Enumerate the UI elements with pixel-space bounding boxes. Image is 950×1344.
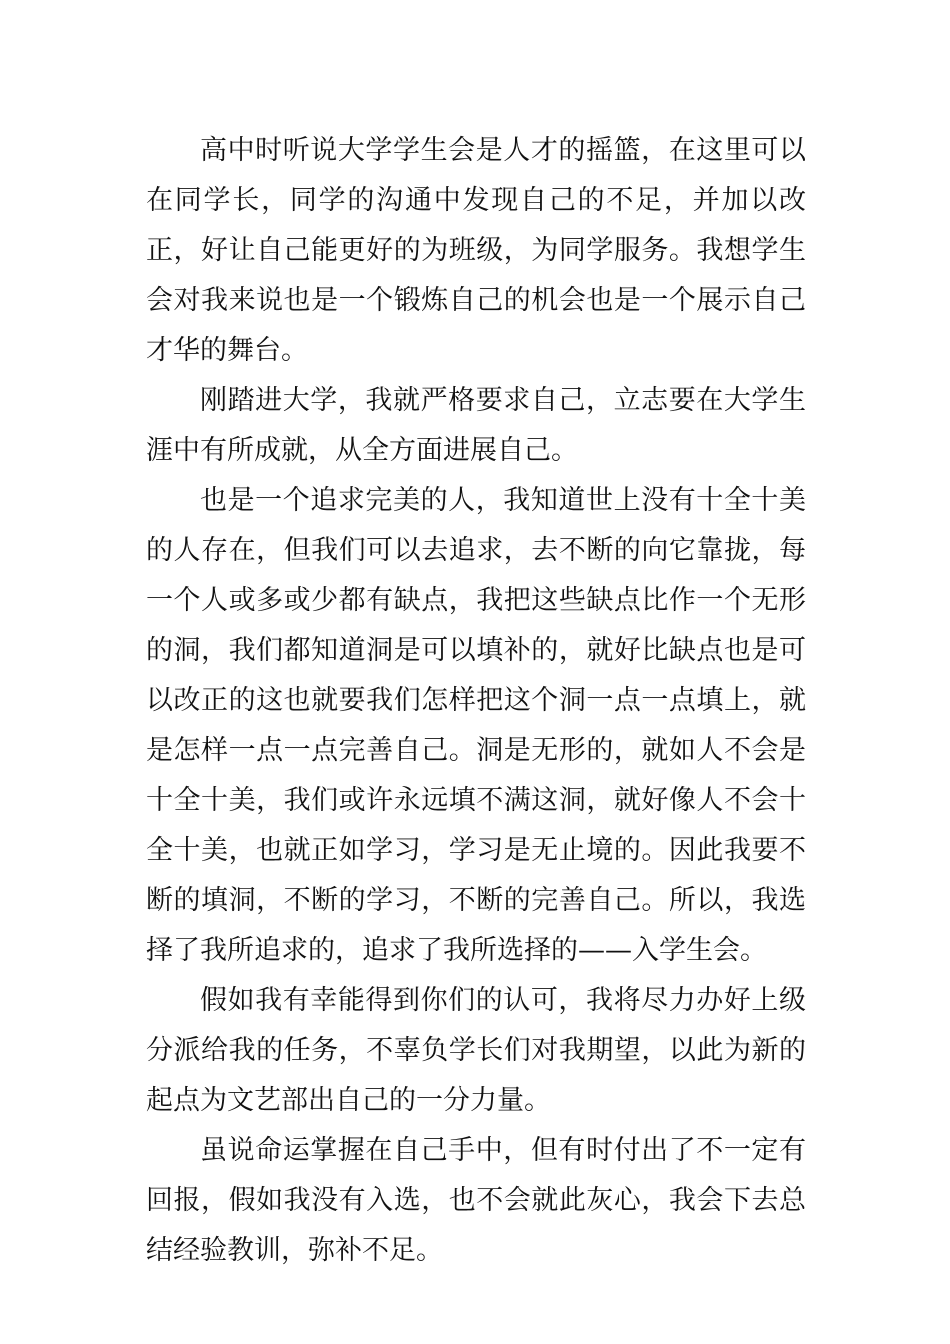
paragraph-3: 也是一个追求完美的人，我知道世上没有十全十美的人存在，但我们可以去追求，去不断的向它靠拢，每一个人或多或少都有缺点，我把这些缺点比作一个无形的洞，我们都知道洞是可以填补的，就好比缺点也是可以改正的这也就要我们怎样把这个洞一点一点填上，就是怎样一点一点完善自己。洞是无形的，就如人不会是十全十美，我们或许永远填不满这洞，就好像人不会十全十美，也就正如学习，学习是无止境的。因此我要不断的填洞，不断的学习，不断的完善自己。所以，我选择了我所追求的，追求了我所选择的——入学生会。 [146, 485, 806, 966]
paragraph-1: 高中时听说大学学生会是人才的摇篮，在这里可以在同学长，同学的沟通中发现自己的不足，并加以改正，好让自己能更好的为班级，为同学服务。我想学生会对我来说也是一个锻炼自己的机会也是一个展示自己才华的舞台。 [146, 135, 806, 366]
paragraph-2: 刚踏进大学，我就严格要求自己，立志要在大学生涯中有所成就，从全方面进展自己。 [146, 385, 806, 466]
paragraph-5: 虽说命运掌握在自己手中，但有时付出了不一定有回报，假如我没有入选，也不会就此灰心，我会下去总结经验教训，弥补不足。 [146, 1135, 806, 1266]
paragraph-4: 假如我有幸能得到你们的认可，我将尽力办好上级分派给我的任务，不辜负学长们对我期望，以此为新的起点为文艺部出自己的一分力量。 [146, 985, 806, 1116]
document-body [146, 126, 806, 1276]
